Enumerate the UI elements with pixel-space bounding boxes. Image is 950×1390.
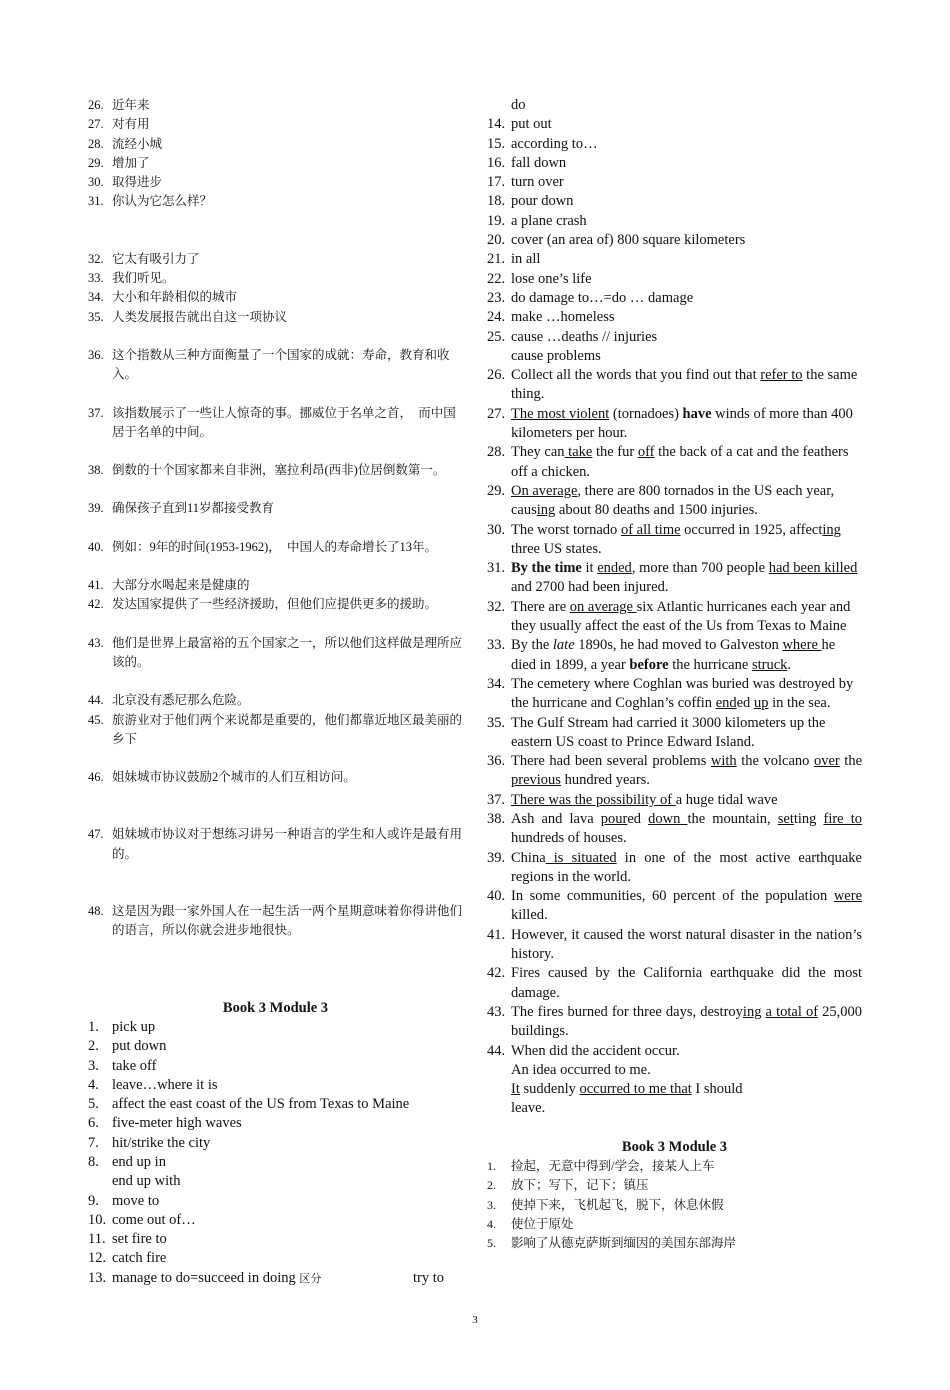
list-item-continuation: It suddenly occurred to me that I should [511,1081,743,1098]
list-item: 37. There was the possibility of a huge tidal wave [487,791,778,808]
left-column [88,96,463,1289]
list-item: 38. Ash and lava poured down the mountain, setting fire to hundreds of houses. [487,810,862,847]
list-item: 7. hit/strike the city [88,1134,211,1151]
list-item: 48. 这是因为跟一家外国人在一起生活一两个星期意味着你得讲他们的语言，所以你就会进步地很快。 [88,904,463,938]
list-item: 40. In some communities, 60 percent of the population were killed. [487,888,862,924]
list-item: 3. take off [88,1057,157,1074]
right-column [487,96,862,1254]
list-item: 25. cause …deaths // injuries [487,328,658,345]
list-item: 2. 放下；写下，记下；镇压 [487,1178,649,1193]
list-item-continuation: An idea occurred to me. [511,1061,651,1078]
list-item: 28. They can take the fur off the back of a cat and the feathers off a chicken. [487,444,849,480]
list-item: 30. 取得进步 [88,175,163,190]
list-item: 36. 这个指数从三种方面衡量了一个国家的成就：寿命，教育和收入。 [88,347,450,382]
list-item: 10. come out of… [88,1211,196,1228]
list-item: 12. catch fire [88,1250,167,1267]
list-item: 32. 它太有吸引力了 [88,251,200,266]
list-item: 16. fall down [487,154,567,171]
list-item: 26. Collect all the words that you find out that refer to the same thing. [487,367,858,403]
list-item-continuation: do [511,97,526,113]
list-item: 8. end up in [88,1153,166,1170]
list-item: 5. 影响了从德克萨斯到缅因的美国东部海岸 [487,1236,737,1251]
list-item: 3. 使掉下来，飞机起飞，脱下，休息休假 [487,1197,724,1212]
list-item: 27. The most violent (tornadoes) have winds of more than 400 kilometers per hour. [487,405,853,442]
list-item: 1. 捡起，无意中得到/学会，接某人上车 [487,1159,715,1174]
list-item: 32. There are on average six Atlantic hurricanes each year and they usually affect the east of the Us from Texas to Maine [487,598,851,635]
list-item: 14. put out [487,116,552,133]
list-item: 42. Fires caused by the California earthquake did the most damage. [487,965,862,1001]
list-item: 36. There had been several problems with the volcano over the previous hundred years. [487,753,863,789]
list-item: 24. make …homeless [487,309,615,326]
list-item-continuation: leave. [511,1100,546,1117]
list-item: 29. On average, there are 800 tornados in the US each year, causing about 80 deaths and 1500 injuries. [487,482,835,519]
list-item: 37. 该指数展示了一些让人惊奇的事。挪威位于名单之首， 而中国居于名单的中间。 [88,405,456,439]
list-item: 40. 例如：9年的时间(1953-1962)， 中国人的寿命增长了13年。 [88,539,437,554]
list-item: 47. 姐妹城市协议对于想练习讲另一种语言的学生和人或许是最有用的。 [88,827,463,861]
list-item: 34. The cemetery where Coghlan was buried was destroyed by the hurricane and Coghlan’s coffin ended up in the sea. [487,675,854,712]
list-item: 41. 大部分水喝起来是健康的 [88,578,250,593]
list-item: 19. a plane crash [487,212,587,229]
list-item-continuation: cause problems [511,347,601,364]
page-number: 3 [472,1314,478,1326]
list-item: 11. set fire to [88,1231,167,1248]
list-item: 46. 姐妹城市协议鼓励2个城市的人们互相访问。 [88,770,356,785]
list-item: 23. do damage to…=do … damage [487,289,694,306]
list-item: 31. 你认为它怎么样？ [88,194,213,209]
list-item: 4. leave…where it is [88,1076,218,1093]
list-item: 15. according to… [487,135,598,152]
section-heading: Book 3 Module 3 [621,1138,728,1155]
list-item: 20. cover (an area of) 800 square kilometers [487,232,746,249]
list-item: 45. 旅游业对于他们两个来说都是重要的，他们都靠近地区最美丽的乡下 [88,712,463,746]
list-item: 21. in all [487,251,541,268]
list-item: 1. pick up [88,1018,156,1035]
list-item: 33. 我们听见。 [88,271,175,286]
list-item: 31. By the time it ended, more than 700 people had been killed and 2700 had been injured. [487,560,858,596]
list-item: 34. 大小和年龄相似的城市 [88,290,238,305]
list-item: 38. 倒数的十个国家都来自非洲，塞拉利昂(西非)位居倒数第一。 [88,463,446,478]
list-item: 6. five-meter high waves [88,1115,242,1132]
list-item: 43. 他们是世界上最富裕的五个国家之一，所以他们这样做是理所应该的。 [88,635,463,669]
list-item: 39. China is situated in one of the most active earthquake regions in the world. [487,849,862,885]
list-item: 29. 增加了 [88,155,150,170]
list-item: 4. 使位于原处 [487,1216,574,1231]
list-item: 28. 流经小城 [88,136,163,151]
list-item: 44. When did the accident occur. [487,1042,680,1059]
list-item: 43. The fires burned for three days, destroying a total of 25,000 buildings. [487,1003,862,1040]
list-item: 41. However, it caused the worst natural disaster in the nation’s history. [487,926,862,963]
list-item: 35. 人类发展报告就出自这一项协议 [88,309,288,324]
list-item: 27. 对有用 [88,117,150,132]
list-item: 13. manage to do=succeed in doing 区分 try to [88,1269,445,1286]
list-item: 44. 北京没有悉尼那么危险。 [88,693,250,708]
list-item: 5. affect the east coast of the US from Texas to Maine [88,1096,410,1113]
list-item: 17. turn over [487,174,564,191]
list-item: 33. By the late 1890s, he had moved to Galveston where he died in 1899, a year before the hurricane struck. [487,637,836,673]
list-item: 39. 确保孩子直到11岁都接受教育 [88,501,275,516]
list-item: 9. move to [88,1192,160,1209]
list-item-continuation: end up with [112,1173,181,1190]
section-heading: Book 3 Module 3 [222,999,329,1016]
list-item: 18. pour down [487,193,574,210]
list-item: 35. The Gulf Stream had carried it 3000 kilometers up the eastern US coast to Prince Edward Island. [487,714,826,750]
list-item: 42. 发达国家提供了一些经济援助，但他们应提供更多的援助。 [88,597,438,612]
list-item: 30. The worst tornado of all time occurred in 1925, affecting three US states. [487,521,841,557]
list-item: 26. 近年来 [88,98,150,112]
list-item: 2. put down [88,1038,167,1055]
list-item: 22. lose one’s life [487,270,592,287]
